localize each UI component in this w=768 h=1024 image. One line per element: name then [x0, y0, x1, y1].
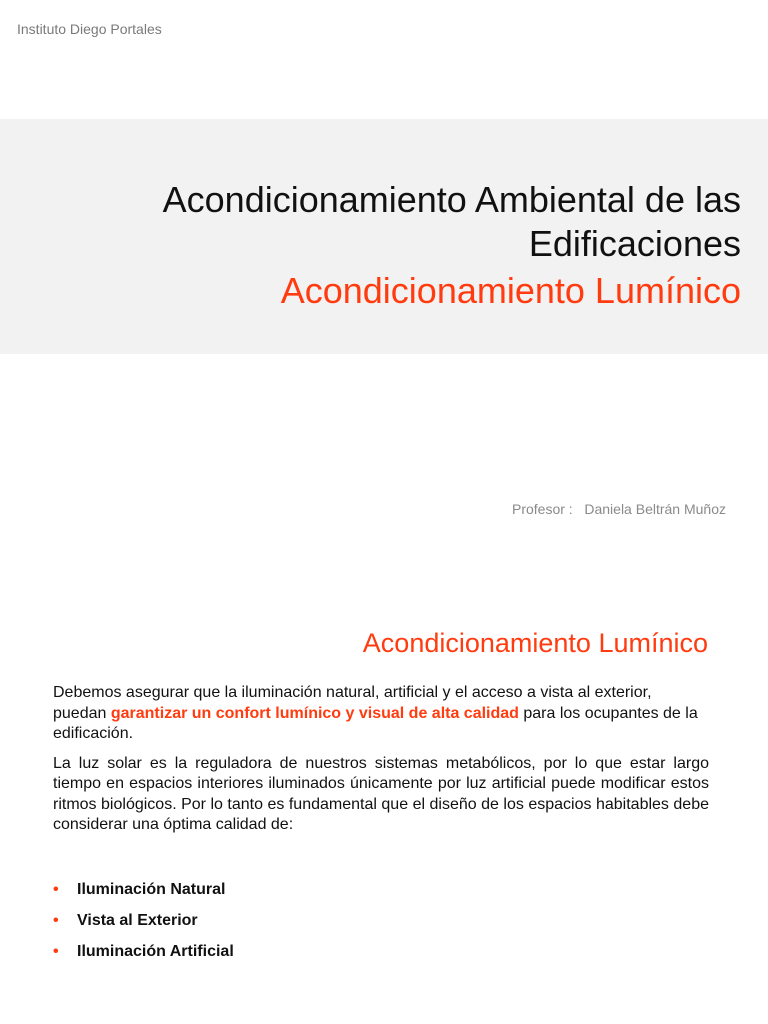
paragraph-1-end: para los ocupantes de la edificación. [53, 704, 698, 742]
paragraph-2: La luz solar es la reguladora de nuestros sistemas metabólicos, por lo que estar largo tiempo en espacios interiores iluminados únicamente por luz artificial puede modificar estos ritmos biológicos. Por lo tanto es fundamental que el diseño de los espacios habitables debe considerar una óptima calidad de: [53, 754, 709, 833]
content-body [53, 683, 709, 845]
list-item-label: Iluminación Natural [77, 881, 226, 898]
presentation-title [21, 178, 741, 266]
list-item-label: Vista al Exterior [77, 912, 198, 929]
paragraph-1 [53, 683, 709, 745]
professor-label: Profesor : [511, 501, 573, 517]
bullet-icon: • [53, 943, 59, 960]
section-heading: Acondicionamiento Lumínico [362, 628, 708, 658]
list-item [53, 941, 234, 972]
list-item [53, 910, 234, 941]
title-line-2: Edificaciones [528, 223, 741, 264]
bullet-icon: • [53, 881, 59, 898]
bullet-icon: • [53, 912, 59, 929]
list-item-label: Iluminación Artificial [77, 943, 234, 960]
presentation-subtitle: Acondicionamiento Lumínico [280, 270, 741, 311]
bullet-list [53, 879, 234, 972]
title-block [21, 178, 741, 316]
title-line-1: Acondicionamiento Ambiental de las [162, 179, 741, 220]
list-item [53, 879, 234, 910]
professor-credit [512, 501, 726, 517]
professor-name: Daniela Beltrán Muñoz [584, 501, 726, 517]
paragraph-1-start: Debemos asegurar que la iluminación natural, artificial y el acceso a vista al exterior, puedan [53, 684, 652, 722]
paragraph-1-highlight: garantizar un confort lumínico y visual de alta calidad [110, 704, 519, 722]
institute-name: Instituto Diego Portales [17, 21, 162, 37]
